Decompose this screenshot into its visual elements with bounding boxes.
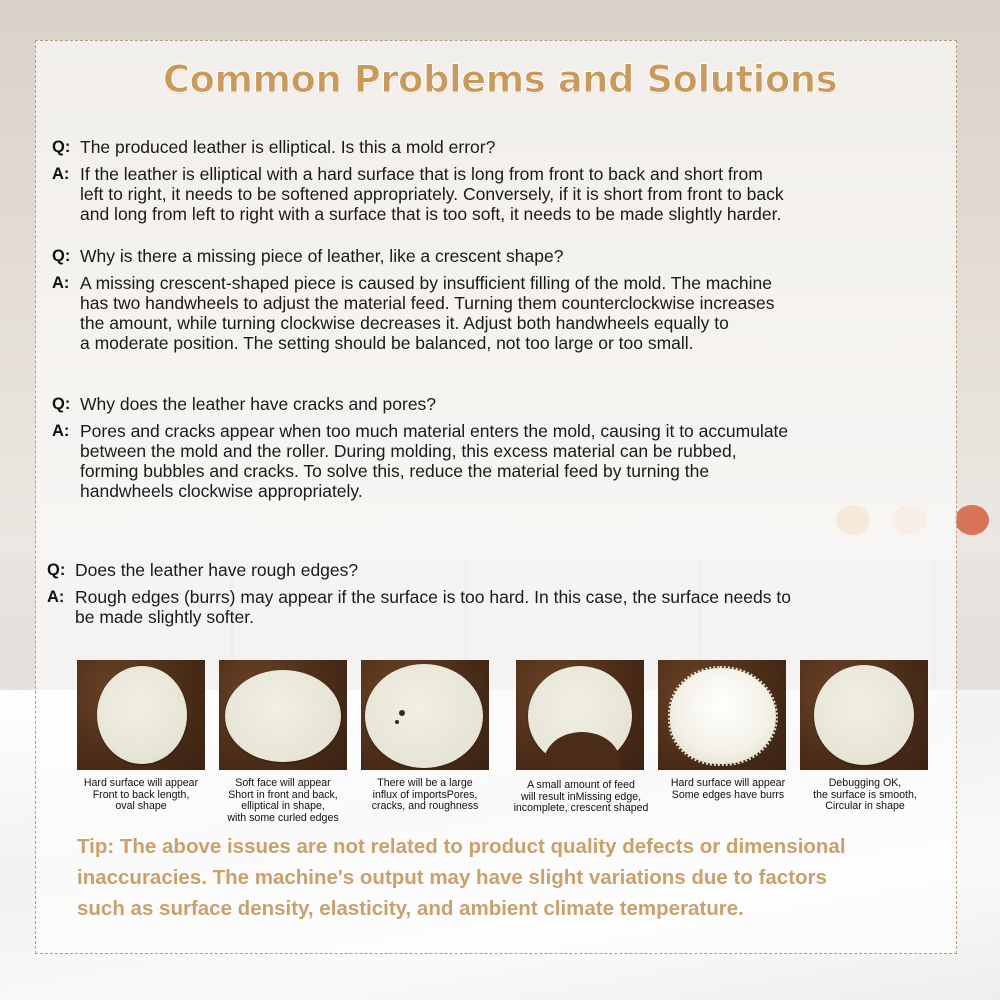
question-text: Why does the leather have cracks and pores? — [80, 394, 437, 414]
example-caption: A small amount of feed will result inMissing edge, incomplete, crescent shaped — [513, 779, 649, 814]
answer-row — [47, 587, 947, 627]
qa-item-4 — [47, 560, 947, 627]
leather-disc — [97, 666, 187, 764]
qa-item-2 — [52, 246, 952, 353]
example-caption: Hard surface will appear Front to back length, oval shape — [83, 777, 199, 812]
a-label: A: — [52, 274, 70, 292]
pore-mark — [399, 710, 405, 716]
qa-item-3 — [52, 394, 952, 501]
pore-mark — [395, 720, 399, 724]
leather-disc — [814, 665, 914, 765]
answer-text: Rough edges (burrs) may appear if the surface is too hard. In this case, the surface needs to be made slightly softer. — [75, 587, 791, 627]
answer-text: If the leather is elliptical with a hard surface that is long from front to back and short from left to right, it needs to be softened appropriately. Conversely, if it is short from front to back and long from left to right with a surface that is too soft, it needs to be made slightly harder. — [80, 164, 784, 224]
leather-disc — [365, 664, 483, 768]
example-photo-burrs — [658, 660, 786, 770]
example-photo-crescent — [516, 660, 644, 770]
example-photo-pores-cracks — [361, 660, 489, 770]
a-label: A: — [47, 588, 65, 606]
example-caption: Debugging OK, the surface is smooth, Circular in shape — [813, 777, 917, 812]
example-caption: Soft face will appear Short in front and back, elliptical in shape, with some curled edges — [227, 777, 339, 824]
example-photo-elliptical-soft — [219, 660, 347, 770]
example-caption: Hard surface will appear Some edges have burrs — [670, 777, 786, 801]
tip-note: Tip: The above issues are not related to product quality defects or dimensional inaccuracies. The machine's output may have slight variations due to factors such as surface density, elasticity, and ambient climate temperature. — [77, 835, 846, 920]
q-label: Q: — [52, 247, 71, 265]
qa-item-1 — [52, 137, 952, 224]
leather-disc — [670, 668, 776, 764]
example-caption: There will be a large influx of importsPores, cracks, and roughness — [371, 777, 479, 812]
answer-row — [52, 273, 952, 353]
q-label: Q: — [52, 395, 71, 413]
q-label: Q: — [52, 138, 71, 156]
example-photo-circular-ok — [800, 660, 928, 770]
question-text: Does the leather have rough edges? — [75, 560, 359, 580]
answer-row — [52, 164, 952, 224]
answer-text: A missing crescent-shaped piece is caused by insufficient filling of the mold. The machine has two handwheels to adjust the material feed. Turning them counterclockwise increases the amount, while turning clockwise decreases it. Adjust both handwheels equally to a moderate position. The setting should be balanced, not too large or too small. — [80, 273, 775, 353]
background-fruit — [955, 505, 989, 535]
question-text: Why is there a missing piece of leather, like a crescent shape? — [80, 246, 564, 266]
answer-text: Pores and cracks appear when too much material enters the mold, causing it to accumulate between the mold and the roller. During molding, this excess material can be rubbed, forming bubbles and cracks. To solve this, reduce the material feed by turning the handwheels clockwise appropriately. — [80, 421, 789, 501]
example-photo-oval — [77, 660, 205, 770]
q-label: Q: — [47, 561, 66, 579]
page-title: Common Problems and Solutions — [162, 58, 838, 101]
a-label: A: — [52, 165, 70, 183]
question-row — [47, 560, 947, 580]
a-label: A: — [52, 422, 70, 440]
question-row — [52, 246, 952, 266]
question-row — [52, 394, 952, 414]
question-row — [52, 137, 952, 157]
leather-disc — [225, 670, 341, 762]
question-text: The produced leather is elliptical. Is this a mold error? — [80, 137, 496, 157]
answer-row — [52, 421, 952, 501]
